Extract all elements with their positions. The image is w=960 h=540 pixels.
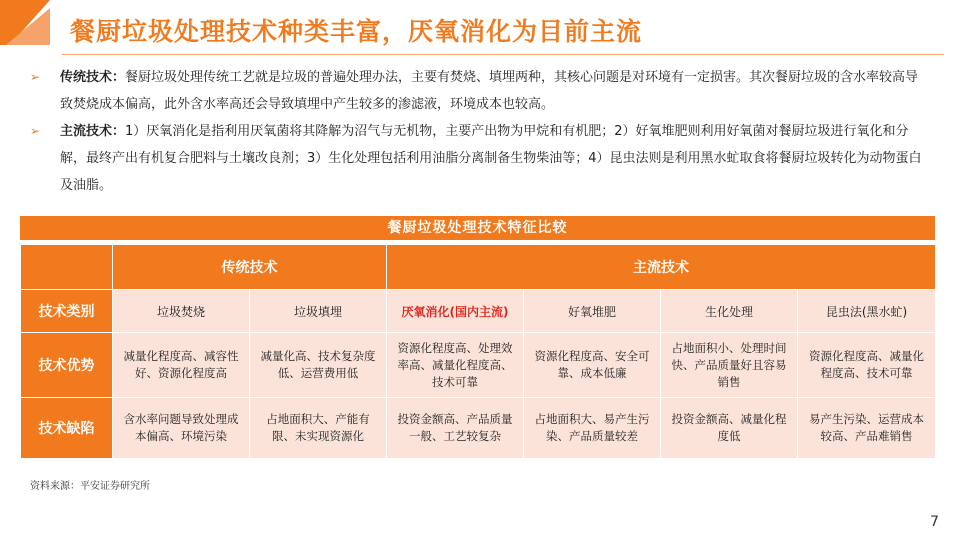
- arrow-bullet-icon: ➢: [30, 70, 41, 84]
- disadvantage-cell: 投资金额高、减量化程度低: [661, 398, 798, 459]
- category-cell: 生化处理: [661, 290, 798, 333]
- row-label: 技术缺陷: [21, 398, 113, 459]
- advantage-cell: 减量化高、技术复杂度低、运营费用低: [250, 333, 387, 398]
- bullet-label: 传统技术：: [60, 70, 126, 85]
- comparison-table: [20, 244, 936, 459]
- page-number: 7: [930, 514, 939, 530]
- disadvantage-cell: 易产生污染、运营成本较高、产品难销售: [798, 398, 936, 459]
- row-label: 技术优势: [21, 333, 113, 398]
- bullet-text: 1）厌氧消化是指利用厌氧菌将其降解为沼气与无机物，主要产出物为甲烷和有机肥；2）好氧堆肥则利用好氧菌对餐厨垃圾进行氧化和分解，最终产出有机复合肥料与土壤改良剂；3）生化处理包括利用油脂分离制备生物柴油等；4）昆虫法则是利用黑水虻取食将餐厨垃圾转化为动物蛋白及油脂。: [60, 124, 922, 193]
- bullet-label: 主流技术：: [60, 124, 126, 139]
- advantage-cell: 占地面积小、处理时间快、产品质量好且容易销售: [661, 333, 798, 398]
- disadvantages-row: [21, 398, 936, 459]
- title-bar: [0, 0, 960, 62]
- bullet-mainstream: [30, 118, 930, 199]
- category-cell: 垃圾焚烧: [113, 290, 250, 333]
- disadvantage-cell: 占地面积大、易产生污染、产品质量较差: [524, 398, 661, 459]
- title-chevron-icon: [0, 0, 60, 50]
- advantage-cell: 资源化程度高、处理效率高、减量化程度高、技术可靠: [387, 333, 524, 398]
- group-header-mainstream: 主流技术: [387, 245, 936, 290]
- title-divider: [62, 54, 944, 55]
- category-row: [21, 290, 936, 333]
- bullet-list: [30, 64, 930, 199]
- group-header-row: [21, 245, 936, 290]
- disadvantage-cell: 投资金额高、产品质量一般、工艺较复杂: [387, 398, 524, 459]
- category-cell: 昆虫法(黑水虻): [798, 290, 936, 333]
- source-note: 资料来源：平安证券研究所: [30, 481, 150, 492]
- row-label: 技术类别: [21, 290, 113, 333]
- advantage-cell: 减量化程度高、减容性好、资源化程度高: [113, 333, 250, 398]
- corner-cell: [21, 245, 113, 290]
- arrow-bullet-icon: ➢: [30, 124, 41, 138]
- disadvantage-cell: 含水率问题导致处理成本偏高、环境污染: [113, 398, 250, 459]
- advantage-cell: 资源化程度高、安全可靠、成本低廉: [524, 333, 661, 398]
- page-title: 餐厨垃圾处理技术种类丰富，厌氧消化为目前主流: [70, 17, 643, 46]
- category-cell: 好氧堆肥: [524, 290, 661, 333]
- category-cell: 垃圾填埋: [250, 290, 387, 333]
- bullet-text: 餐厨垃圾处理传统工艺就是垃圾的普遍处理办法，主要有焚烧、填埋两种，其核心问题是对环境有一定损害。其次餐厨垃圾的含水率较高导致焚烧成本偏高，此外含水率高还会导致填埋中产生较多的渗滤液，环境成本也较高。: [60, 70, 919, 112]
- category-cell-highlight: 厌氧消化(国内主流): [387, 290, 524, 333]
- advantage-cell: 资源化程度高、减量化程度高、技术可靠: [798, 333, 936, 398]
- group-header-traditional: 传统技术: [113, 245, 387, 290]
- advantages-row: [21, 333, 936, 398]
- table-title: 餐厨垃圾处理技术特征比较: [20, 216, 935, 240]
- disadvantage-cell: 占地面积大、产能有限、未实现资源化: [250, 398, 387, 459]
- bullet-traditional: [30, 64, 930, 118]
